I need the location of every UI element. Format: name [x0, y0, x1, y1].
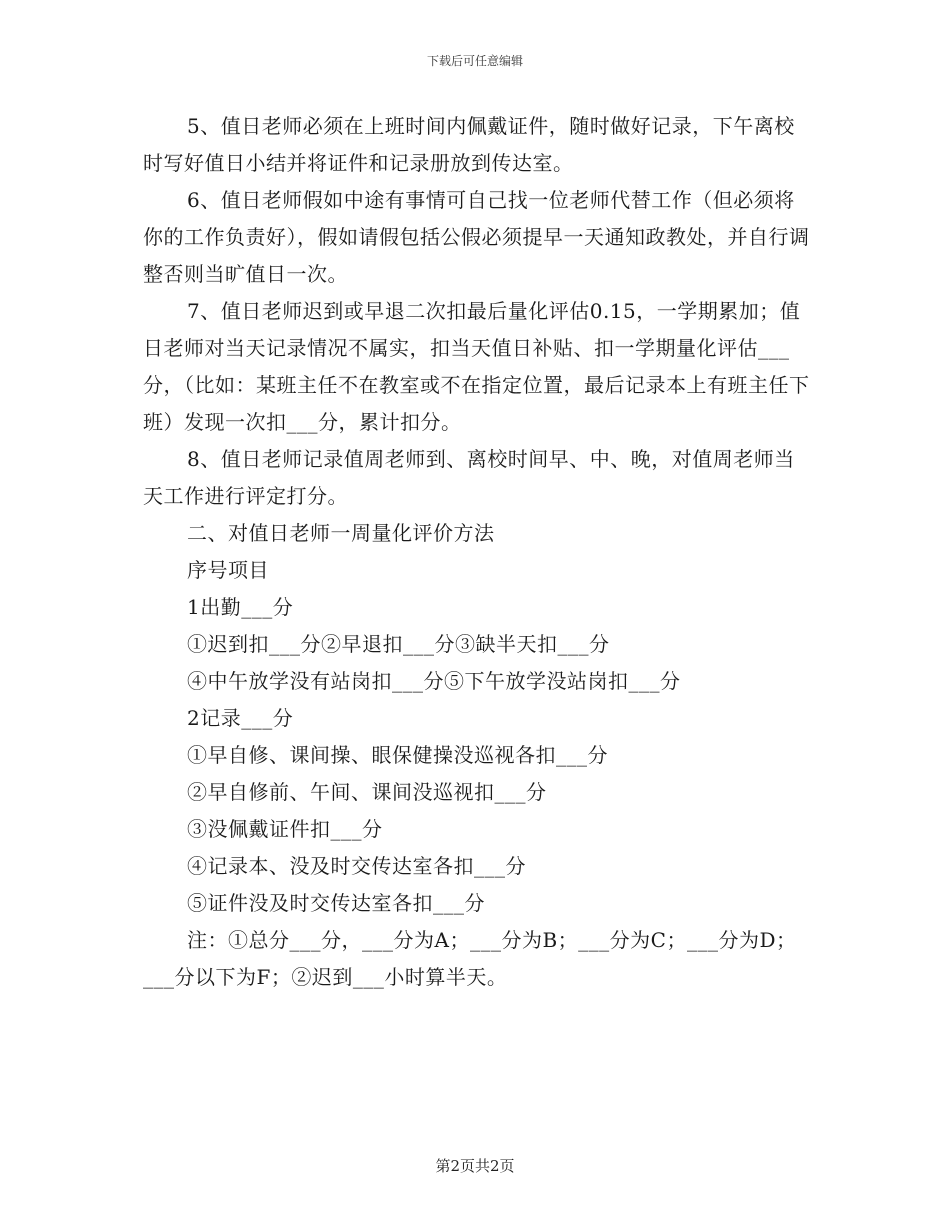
list-item: ③没佩戴证件扣___分	[187, 817, 383, 841]
document-body	[143, 108, 810, 996]
list-item: 序号项目	[187, 558, 269, 582]
list-item: 2记录___分	[187, 706, 294, 730]
paragraph-7: 7、值日老师迟到或早退二次扣最后量化评估0.15，一学期累加；值日老师对当天记录情况不属实，扣当天值日补贴、扣一学期量化评估___分，（比如：某班主任不在教室或不在指定位置，最后记录本上有班主任下班）发现一次扣___分，累计扣分。	[143, 299, 810, 434]
list-item: 1出勤___分	[187, 595, 294, 619]
list-item: ④记录本、没及时交传达室各扣___分	[187, 854, 526, 878]
page-footer: 第2页共2页	[435, 1157, 515, 1175]
paragraph-6: 6、值日老师假如中途有事情可自己找一位老师代替工作（但必须将你的工作负责好），假如请假包括公假必须提早一天通知政教处，并自行调整否则当旷值日一次。	[143, 188, 810, 286]
list-item: ④中午放学没有站岗扣___分⑤下午放学没站岗扣___分	[187, 669, 681, 693]
note-paragraph: 注：①总分___分，___分为A；___分为B；___分为C；___分为D；___分以下为F；②迟到___小时算半天。	[143, 928, 797, 989]
section-title: 二、对值日老师一周量化评价方法	[187, 521, 495, 545]
list-item: ①迟到扣___分②早退扣___分③缺半天扣___分	[187, 632, 610, 656]
list-item: ①早自修、课间操、眼保健操没巡视各扣___分	[187, 743, 608, 767]
list-item: ②早自修前、午间、课间没巡视扣___分	[187, 780, 547, 804]
paragraph-5: 5、值日老师必须在上班时间内佩戴证件，随时做好记录，下午离校时写好值日小结并将证件和记录册放到传达室。	[143, 114, 795, 175]
page-header: 下载后可任意编辑	[426, 54, 523, 68]
list-item: ⑤证件没及时交传达室各扣___分	[187, 891, 485, 915]
paragraph-8: 8、值日老师记录值周老师到、离校时间早、中、晚，对值周老师当天工作进行评定打分。	[143, 447, 795, 508]
